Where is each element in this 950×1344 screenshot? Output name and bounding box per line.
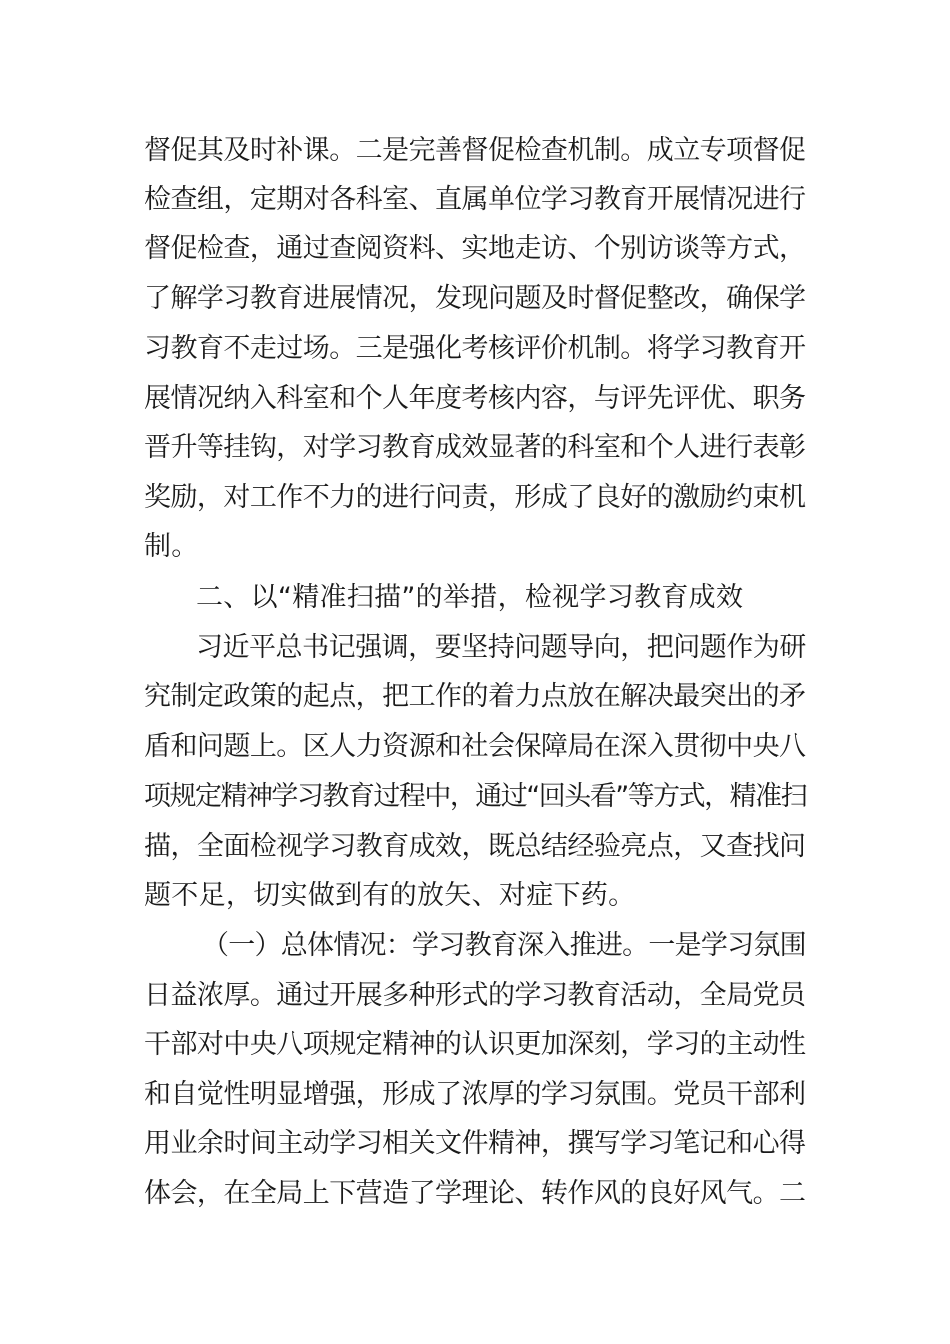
text-line-5: 习教育不走过场。三是强化考核评价机制。将学习教育开 bbox=[144, 333, 806, 364]
text-line-12: 究制定政策的起点，把工作的着力点放在解决最突出的矛 bbox=[144, 681, 806, 712]
text-line-21: 用业余时间主动学习相关文件精神，撰写学习笔记和心得 bbox=[144, 1128, 806, 1159]
text-line-16: 题不足，切实做到有的放矢、对症下药。 bbox=[144, 880, 636, 911]
text-line-19: 干部对中央八项规定精神的认识更加深刻，学习的主动性 bbox=[144, 1029, 806, 1060]
text-line-1: 督促其及时补课。二是完善督促检查机制。成立专项督促 bbox=[144, 135, 806, 166]
section-heading: 二、以“精准扫描”的举措，检视学习教育成效 bbox=[196, 582, 744, 613]
text-line-6: 展情况纳入科室和个人年度考核内容，与评先评优、职务 bbox=[144, 383, 806, 414]
text-line-22: 体会，在全局上下营造了学理论、转作风的良好风气。二 bbox=[144, 1178, 806, 1209]
subsection-heading: （一）总体情况：学习教育深入推进。一是学习氛围 bbox=[202, 930, 806, 961]
text-line-13: 盾和问题上。区人力资源和社会保障局在深入贯彻中央八 bbox=[144, 731, 806, 762]
text-line-3: 督促检查，通过查阅资料、实地走访、个别访谈等方式， bbox=[144, 233, 806, 264]
text-line-8: 奖励，对工作不力的进行问责，形成了良好的激励约束机 bbox=[144, 482, 806, 513]
text-line-18: 日益浓厚。通过开展多种形式的学习教育活动，全局党员 bbox=[144, 980, 806, 1011]
text-line-4: 了解学习教育进展情况，发现问题及时督促整改，确保学 bbox=[144, 283, 806, 314]
text-line-14: 项规定精神学习教育过程中，通过“回头看”等方式，精准扫 bbox=[144, 781, 807, 812]
text-line-11: 习近平总书记强调，要坚持问题导向，把问题作为研 bbox=[196, 632, 806, 663]
text-line-20: 和自觉性明显增强，形成了浓厚的学习氛围。党员干部利 bbox=[144, 1079, 806, 1110]
text-line-7: 晋升等挂钩，对学习教育成效显著的科室和个人进行表彰 bbox=[144, 432, 806, 463]
text-line-2: 检查组，定期对各科室、直属单位学习教育开展情况进行 bbox=[144, 184, 806, 215]
text-line-15: 描，全面检视学习教育成效，既总结经验亮点，又查找问 bbox=[144, 831, 806, 862]
text-line-9: 制。 bbox=[144, 531, 199, 562]
